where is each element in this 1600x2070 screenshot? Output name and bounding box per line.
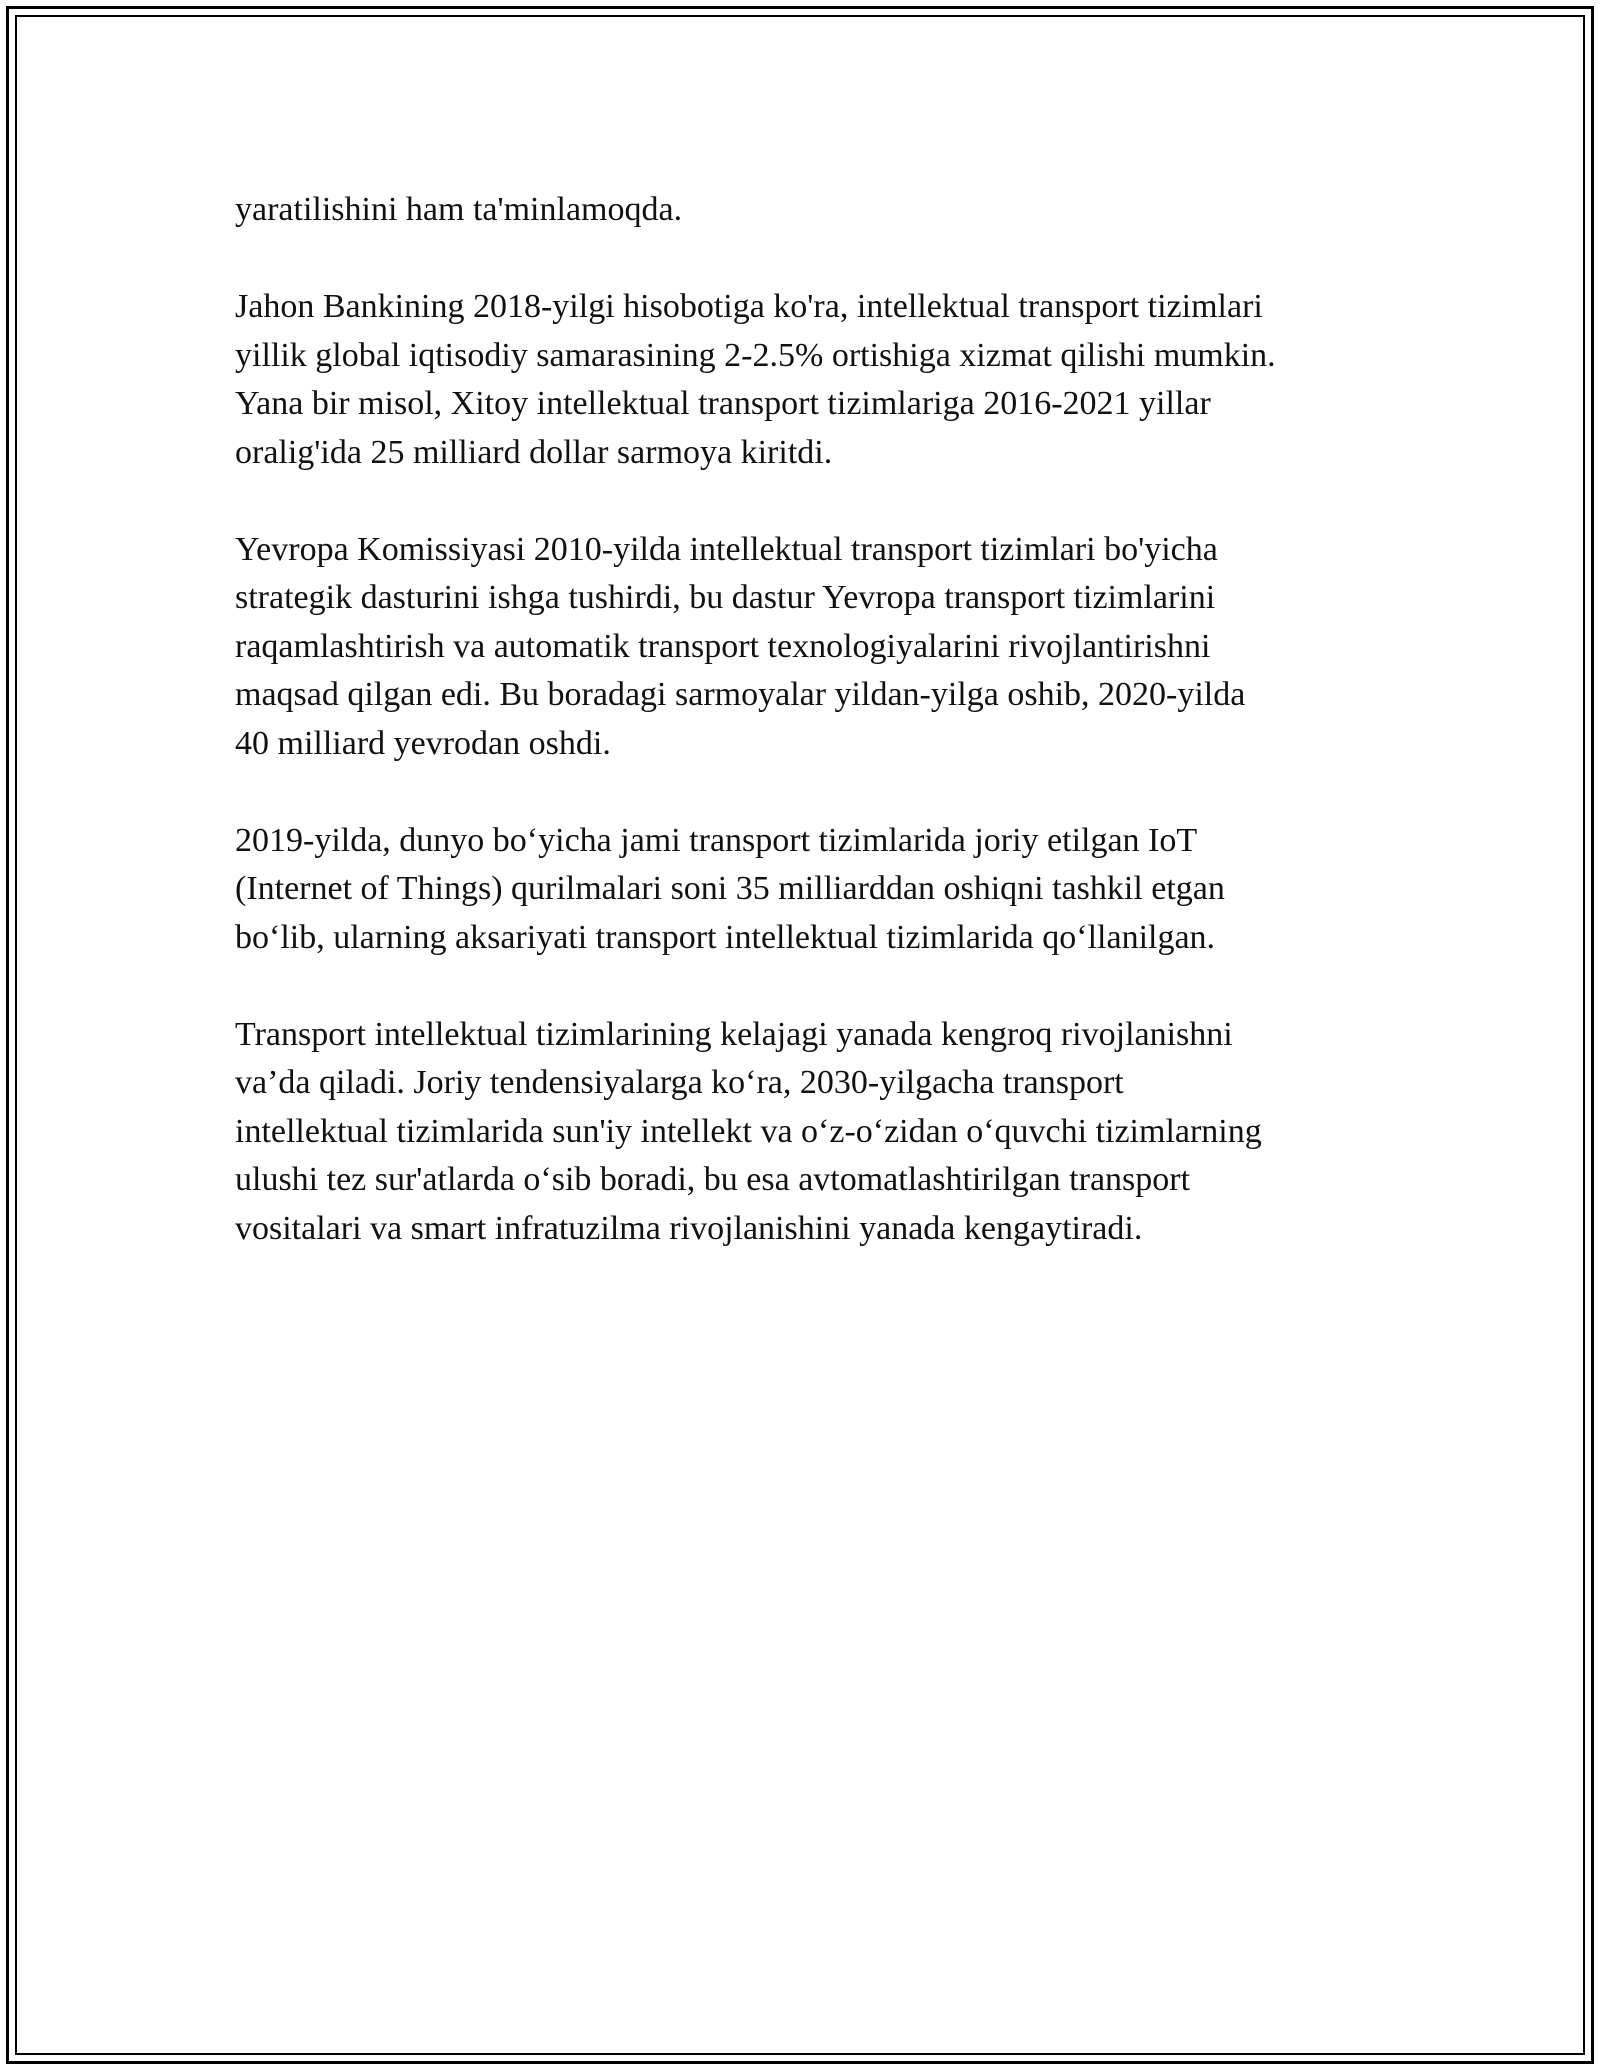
paragraph-3 — [235, 526, 1385, 769]
text-line: Yana bir misol, Xitoy intellektual transport tizimlariga 2016-2021 yillar — [235, 385, 1211, 422]
text-line: Jahon Bankining 2018-yilgi hisobotiga ko'ra, intellektual transport tizimlari — [235, 288, 1263, 325]
text-line: ulushi tez sur'atlarda o‘sib boradi, bu esa avtomatlashtirilgan transport — [235, 1161, 1191, 1198]
text-line: yaratilishini ham ta'minlamoqda. — [235, 191, 683, 228]
text-line: maqsad qilgan edi. Bu boradagi sarmoyalar yildan-yilga oshib, 2020-yilda — [235, 676, 1246, 713]
paragraph-1 — [235, 186, 1385, 235]
paragraph-2 — [235, 283, 1385, 477]
text-line: strategik dasturini ishga tushirdi, bu dastur Yevropa transport tizimlarini — [235, 579, 1216, 616]
text-line: 2019-yilda, dunyo bo‘yicha jami transport tizimlarida joriy etilgan IoT — [235, 821, 1198, 859]
text-line: oralig'ida 25 milliard dollar sarmoya kiritdi. — [235, 433, 833, 471]
paragraph-5 — [235, 1011, 1385, 1254]
text-line: bo‘lib, ularning aksariyati transport intellektual tizimlarida qo‘llanilgan. — [235, 918, 1216, 956]
text-line: Yevropa Komissiyasi 2010-yilda intellektual transport tizimlari bo'yicha — [235, 530, 1218, 568]
text-line: raqamlashtirish va automatik transport texnologiyalarini rivojlantirishni — [235, 627, 1211, 665]
text-line: (Internet of Things) qurilmalari soni 35 milliarddan oshiqni tashkil etgan — [235, 870, 1225, 907]
text-line: 40 milliard yevrodan oshdi. — [235, 724, 611, 762]
document-body — [235, 186, 1385, 1302]
text-line: vositalari va smart infratuzilma rivojlanishini yanada kengaytiradi. — [235, 1209, 1143, 1247]
text-line: va’da qiladi. Joriy tendensiyalarga ko‘ra, 2030-yilgacha transport — [235, 1064, 1124, 1101]
text-line: Transport intellektual tizimlarining kelajagi yanada kengroq rivojlanishni — [235, 1015, 1233, 1053]
text-line: yillik global iqtisodiy samarasining 2-2.5% ortishiga xizmat qilishi mumkin. — [235, 336, 1276, 374]
paragraph-4 — [235, 817, 1385, 963]
text-line: intellektual tizimlarida sun'iy intellekt va o‘z-o‘zidan o‘quvchi tizimlarning — [235, 1112, 1262, 1150]
